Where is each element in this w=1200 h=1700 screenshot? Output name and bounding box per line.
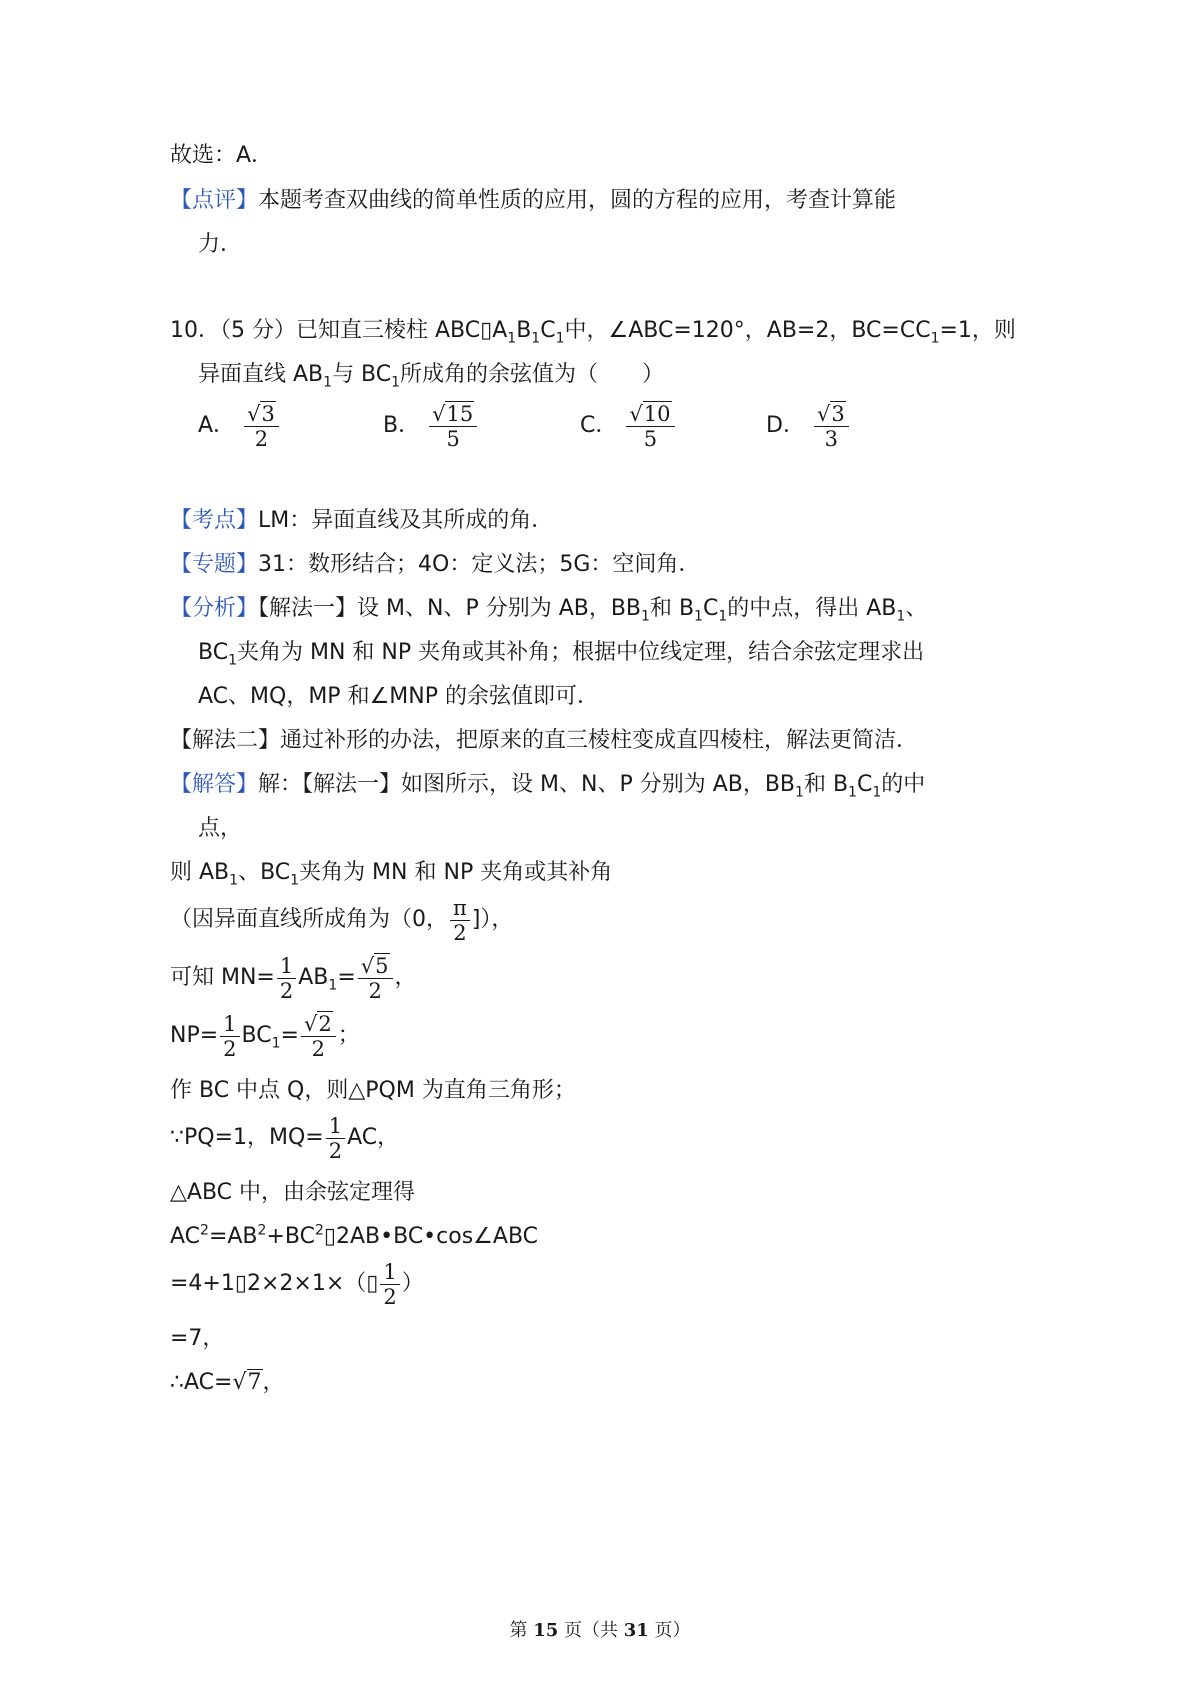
analysis-d: 的中点，得出 AB bbox=[727, 596, 897, 621]
sqrt-symbol: √5 bbox=[360, 953, 389, 978]
superscript: 2 bbox=[200, 1222, 209, 1239]
key-point-line bbox=[170, 506, 553, 536]
mn-line bbox=[170, 950, 417, 1006]
total-pages: 31 bbox=[623, 1620, 649, 1641]
np-b: BC bbox=[241, 1023, 272, 1048]
np-line bbox=[170, 1008, 360, 1064]
mn-d: ， bbox=[394, 965, 417, 990]
analysis-a: 【解法一】设 M、N、P 分别为 AB，BB bbox=[258, 596, 642, 621]
option-c-value bbox=[626, 402, 674, 451]
angle-line bbox=[170, 858, 612, 888]
reason-b: ]）， bbox=[471, 907, 514, 932]
analysis-b: 和 B bbox=[649, 596, 695, 621]
denominator: 2 bbox=[223, 1036, 237, 1061]
result-line bbox=[170, 1324, 224, 1354]
mn-a: 可知 MN= bbox=[170, 965, 275, 990]
denominator: 2 bbox=[368, 978, 382, 1003]
option-a-label: A． bbox=[198, 413, 236, 438]
ac-line bbox=[170, 1368, 285, 1398]
analysis-line1 bbox=[170, 594, 927, 624]
angle-c: 夹角为 MN 和 NP 夹角或其补角 bbox=[299, 860, 613, 885]
answer-choice-text: 故选：A． bbox=[170, 143, 274, 168]
numerator: 1 bbox=[223, 1011, 237, 1036]
calc-line bbox=[170, 1256, 424, 1312]
calc-a: =4+1 bbox=[170, 1271, 235, 1296]
ac2-d: 2AB•BC•cos∠ABC bbox=[336, 1224, 539, 1249]
pi-over-2 bbox=[450, 896, 470, 945]
subscript: 1 bbox=[694, 608, 703, 625]
solution-line2 bbox=[198, 814, 242, 844]
option-d-label: D． bbox=[766, 413, 805, 438]
analysis-line3 bbox=[198, 682, 599, 712]
mn-b: AB bbox=[298, 965, 329, 990]
sqrt-symbol: √7 bbox=[232, 1370, 262, 1395]
subscript: 1 bbox=[290, 872, 300, 889]
subscript: 1 bbox=[531, 330, 541, 347]
half-fraction bbox=[380, 1260, 399, 1309]
q10-text-f: =1，则 bbox=[939, 318, 1016, 343]
q10-l2-a: 异面直线 AB bbox=[198, 362, 324, 387]
q10-text-c: B bbox=[516, 318, 532, 343]
denominator: 2 bbox=[311, 1036, 326, 1061]
angle-a: 则 AB bbox=[170, 860, 230, 885]
option-d bbox=[766, 398, 851, 454]
np-c: = bbox=[280, 1023, 299, 1048]
cosine-law-line bbox=[170, 1222, 538, 1252]
analysis-line2 bbox=[198, 638, 924, 668]
sqrt2-over-2 bbox=[301, 1012, 336, 1061]
subscript: 1 bbox=[930, 330, 940, 347]
subscript: 1 bbox=[328, 977, 338, 994]
radicand: 15 bbox=[446, 401, 474, 426]
subscript: 1 bbox=[391, 374, 401, 391]
solution-line1 bbox=[170, 770, 925, 800]
ac-a: ∴AC= bbox=[170, 1370, 233, 1395]
solution-b: 和 B bbox=[803, 772, 849, 797]
denominator: 2 bbox=[328, 1138, 343, 1163]
q10-text-e: 中，∠ABC=120°，AB=2，BC=CC bbox=[564, 318, 931, 343]
footer-c: 页） bbox=[648, 1620, 691, 1641]
q10-text-d: C bbox=[540, 318, 556, 343]
subscript: 1 bbox=[872, 784, 882, 801]
option-c bbox=[580, 398, 677, 454]
q-midpoint-line bbox=[170, 1076, 576, 1106]
comment-text: 本题考查双曲线的简单性质的应用，圆的方程的应用，考查计算能 bbox=[258, 188, 897, 213]
missing-glyph: ▯ bbox=[480, 318, 493, 343]
denominator: 3 bbox=[824, 426, 839, 451]
ac2-b: =AB bbox=[208, 1224, 258, 1249]
solution-c: C bbox=[856, 772, 873, 797]
ac2-c: +BC bbox=[266, 1224, 315, 1249]
analysis3-text: AC、MQ，MP 和∠MNP 的余弦值即可． bbox=[198, 684, 599, 709]
option-d-value bbox=[814, 402, 849, 451]
comment-continuation-text: 力． bbox=[198, 232, 243, 257]
key-point-tag: 【考点】 bbox=[170, 508, 259, 533]
analysis-c: C bbox=[702, 596, 719, 621]
numerator: π bbox=[453, 895, 467, 920]
sqrt-symbol: √15 bbox=[432, 401, 474, 426]
sqrt-symbol: √3 bbox=[816, 401, 845, 426]
q10-l2-c: 所成角的余弦值为（ ） bbox=[400, 362, 665, 387]
subscript: 1 bbox=[718, 608, 728, 625]
denominator: 5 bbox=[643, 426, 658, 451]
denominator: 2 bbox=[383, 1284, 397, 1309]
subscript: 1 bbox=[323, 374, 333, 391]
footer-b: 页（共 bbox=[558, 1620, 624, 1641]
footer-a: 第 bbox=[509, 1620, 534, 1641]
analysis-e: 、 bbox=[905, 596, 928, 621]
sqrt-symbol: √2 bbox=[303, 1011, 332, 1036]
denominator: 5 bbox=[446, 426, 460, 451]
denominator: 2 bbox=[254, 426, 269, 451]
result-text: =7， bbox=[170, 1326, 225, 1351]
reason-a: （因异面直线所成角为（0， bbox=[170, 907, 448, 932]
solution-tag: 【解答】 bbox=[170, 772, 259, 797]
calc-c: ） bbox=[401, 1271, 424, 1296]
mn-c: = bbox=[337, 965, 356, 990]
analysis2-b: 夹角为 MN 和 NP 夹角或其补角；根据中位线定理，结合余弦定理求出 bbox=[237, 640, 925, 665]
option-c-label: C． bbox=[580, 413, 618, 438]
triangle-text: △ABC 中，由余弦定理得 bbox=[170, 1180, 416, 1205]
np-d: ； bbox=[337, 1023, 360, 1048]
subscript: 1 bbox=[555, 330, 565, 347]
option-a-value bbox=[244, 402, 279, 451]
sqrt5-over-2 bbox=[358, 954, 393, 1003]
radicand: 2 bbox=[318, 1011, 332, 1036]
analysis2-a: BC bbox=[198, 640, 229, 665]
triangle-line bbox=[170, 1178, 415, 1208]
question-10-line1 bbox=[170, 316, 1016, 346]
subscript: 1 bbox=[229, 872, 239, 889]
np-a: NP= bbox=[170, 1023, 219, 1048]
topic-text: 31：数形结合；4O：定义法；5G：空间角． bbox=[258, 552, 701, 577]
solution-a: 解：【解法一】如图所示，设 M、N、P 分别为 AB，BB bbox=[258, 772, 796, 797]
solution-d: 的中 bbox=[881, 772, 926, 797]
question-10-line2 bbox=[198, 360, 664, 390]
q10-l2-b: 与 BC bbox=[332, 362, 392, 387]
subscript: 1 bbox=[271, 1035, 281, 1052]
solution2-text: 点， bbox=[198, 816, 243, 841]
topic-line bbox=[170, 550, 700, 580]
q10-text-b: A bbox=[492, 318, 508, 343]
radicand: 3 bbox=[831, 401, 845, 426]
superscript: 2 bbox=[257, 1222, 267, 1239]
pq-a: ∵PQ=1，MQ= bbox=[170, 1125, 324, 1150]
numerator: 1 bbox=[328, 1113, 343, 1138]
answer-choice-line bbox=[170, 141, 273, 171]
page-number: 15 bbox=[533, 1620, 559, 1641]
missing-glyph: ▯ bbox=[323, 1224, 336, 1249]
calc-b: 2×2×1×（ bbox=[246, 1271, 367, 1296]
subscript: 1 bbox=[228, 652, 237, 669]
topic-tag: 【专题】 bbox=[170, 552, 259, 577]
numerator: 1 bbox=[383, 1259, 397, 1284]
missing-glyph: ▯ bbox=[234, 1271, 247, 1296]
subscript: 1 bbox=[507, 330, 517, 347]
subscript: 1 bbox=[896, 608, 906, 625]
half-fraction bbox=[326, 1114, 345, 1163]
pq-b: AC， bbox=[347, 1125, 400, 1150]
denominator: 2 bbox=[279, 978, 294, 1003]
angle-b: 、BC bbox=[238, 860, 291, 885]
page-footer bbox=[0, 1616, 1200, 1642]
subscript: 1 bbox=[795, 784, 804, 801]
denominator: 2 bbox=[453, 920, 467, 945]
superscript: 2 bbox=[314, 1222, 324, 1239]
sqrt-symbol: √10 bbox=[629, 401, 671, 426]
radicand: 3 bbox=[261, 401, 275, 426]
radicand: 7 bbox=[247, 1370, 262, 1395]
half-fraction bbox=[220, 1012, 239, 1061]
radicand: 5 bbox=[375, 953, 389, 978]
sqrt-symbol: √3 bbox=[247, 401, 275, 426]
ac-b: ， bbox=[262, 1370, 285, 1395]
radicand: 10 bbox=[643, 401, 671, 426]
q10-text-a: 10．（5 分）已知直三棱柱 ABC bbox=[170, 318, 481, 343]
option-b bbox=[383, 398, 479, 454]
missing-glyph: ▯ bbox=[366, 1271, 379, 1296]
option-a bbox=[198, 398, 281, 454]
key-point-text: LM：异面直线及其所成的角． bbox=[258, 508, 554, 533]
analysis-tag: 【分析】 bbox=[170, 596, 259, 621]
subscript: 1 bbox=[848, 784, 857, 801]
comment-tag: 【点评】 bbox=[170, 188, 259, 213]
subscript: 1 bbox=[641, 608, 650, 625]
numerator: 1 bbox=[279, 953, 294, 978]
method-two-line bbox=[170, 726, 918, 756]
comment-continuation bbox=[198, 230, 242, 260]
option-b-label: B． bbox=[383, 413, 421, 438]
pq-line bbox=[170, 1110, 399, 1166]
comment-line bbox=[170, 186, 896, 216]
half-fraction bbox=[277, 954, 296, 1003]
reason-line bbox=[170, 892, 513, 948]
option-b-value bbox=[429, 402, 477, 451]
q-midpoint-text: 作 BC 中点 Q，则△PQM 为直角三角形； bbox=[170, 1078, 576, 1103]
ac2-a: AC bbox=[170, 1224, 201, 1249]
method-two-text: 【解法二】通过补形的办法，把原来的直三棱柱变成直四棱柱，解法更简洁． bbox=[170, 728, 919, 753]
